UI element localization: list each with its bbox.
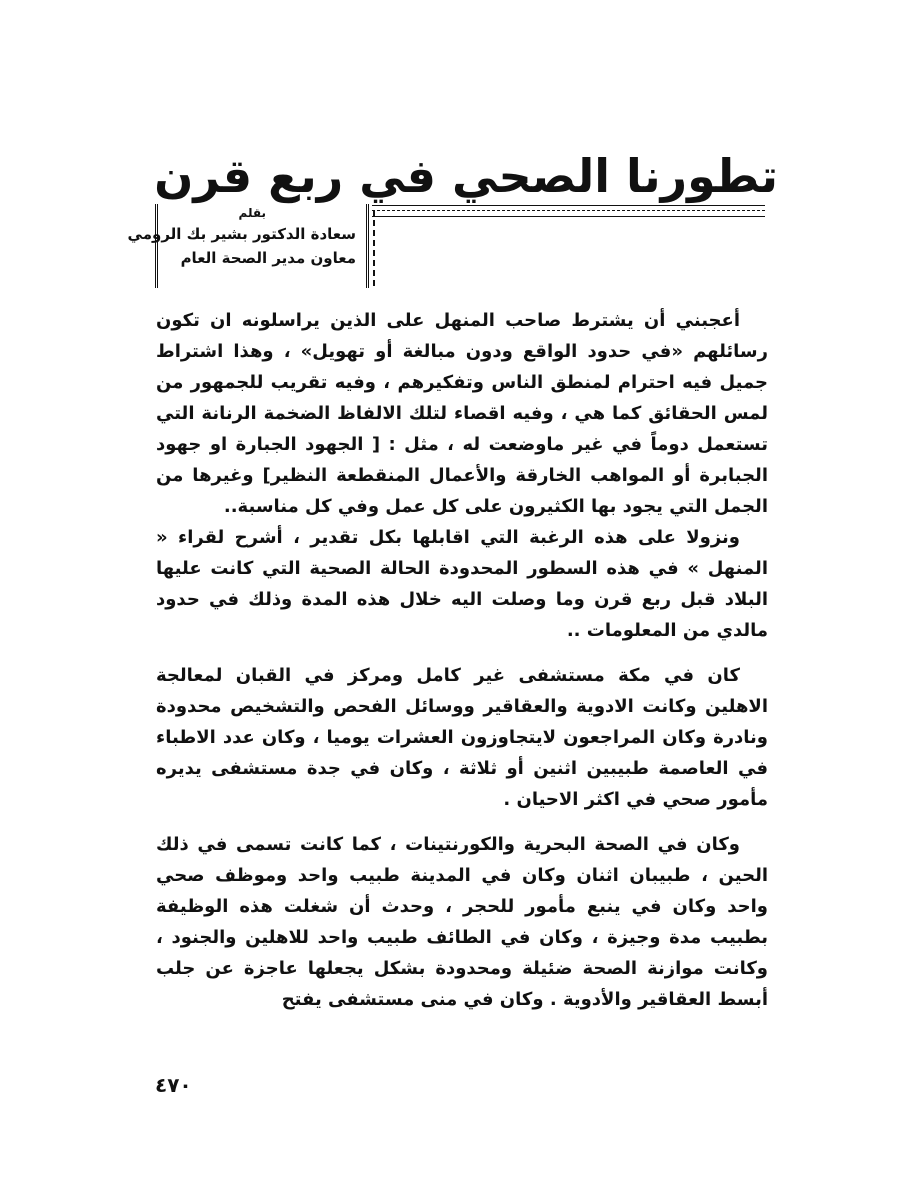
paragraph-3: كان في مكة مستشفى غير كامل ومركز في القبان لمعالجة الاهلين وكانت الادوية والعقاقير ووسائل الفحص والتشخيص محدودة ونادرة وكان المراجعون لايتجاوزون العشرات يوميا ، وكان عدد الاطباء في العاصمة طبيبين اثنين أو ثلاثة ، وكان في جدة مستشفى يديره مأمور صحي في اكثر الاحيان . <box>156 665 768 810</box>
byline-label: بقلم <box>238 206 266 220</box>
title-rule-lines <box>372 205 765 217</box>
article-body <box>156 305 768 1015</box>
byline-dashed-border <box>373 210 383 286</box>
byline-author-title: معاون مدير الصحة العام <box>180 249 356 267</box>
paragraph-2: ونزولا على هذه الرغبة التي اقابلها بكل تقدير ، أشرح لقراء « المنهل » في هذه السطور المحدودة الحالة الصحية التي كانت عليها البلاد قبل ربع قرن وما وصلت اليه خلال هذه المدة وذلك في حدود مالدي من المعلومات .. <box>156 527 768 641</box>
article-title: تطورنا الصحي في ربع قرن <box>154 149 778 203</box>
paragraph-4: وكان في الصحة البحرية والكورنتينات ، كما كانت تسمى في ذلك الحين ، طبيبان اثنان وكان في المدينة طبيب واحد وموظف صحي واحد وكان في ينبع مأمور للحجر ، وحدث أن شغلت هذه الوظيفة بطبيب مدة وجيزة ، وكان في الطائف طبيب واحد للاهلين والجنود ، وكانت موازنة الصحة ضئيلة ومحدودة بشكل يجعلها عاجزة عن جلب أبسط العقاقير والأدوية . وكان في منى مستشفى يفتح <box>156 834 768 1010</box>
byline-author-name: سعادة الدكتور بشير بك الرومي <box>127 225 356 243</box>
paragraph-1: أعجبني أن يشترط صاحب المنهل على الذين يراسلونه ان تكون رسائلهم «في حدود الواقع ودون مبالغة أو تهويل» ، وهذا اشتراط جميل فيه احترام لمنطق الناس وتفكيرهم ، وفيه تقريب للجمهور من لمس الحقائق كما هي ، وفيه اقصاء لتلك الالفاظ الضخمة الرنانة التي تستعمل دوماً في غير ماوضعت له ، مثل : [ الجهود الجبارة او جهود الجبابرة أو المواهب الخارقة والأعمال المنقطعة النظير] وغيرها من الجمل التي يجود بها الكثيرون على كل عمل وفي كل مناسبة.. <box>156 310 768 517</box>
page-number: ٤٧٠ <box>155 1073 192 1097</box>
author-byline <box>127 204 369 288</box>
